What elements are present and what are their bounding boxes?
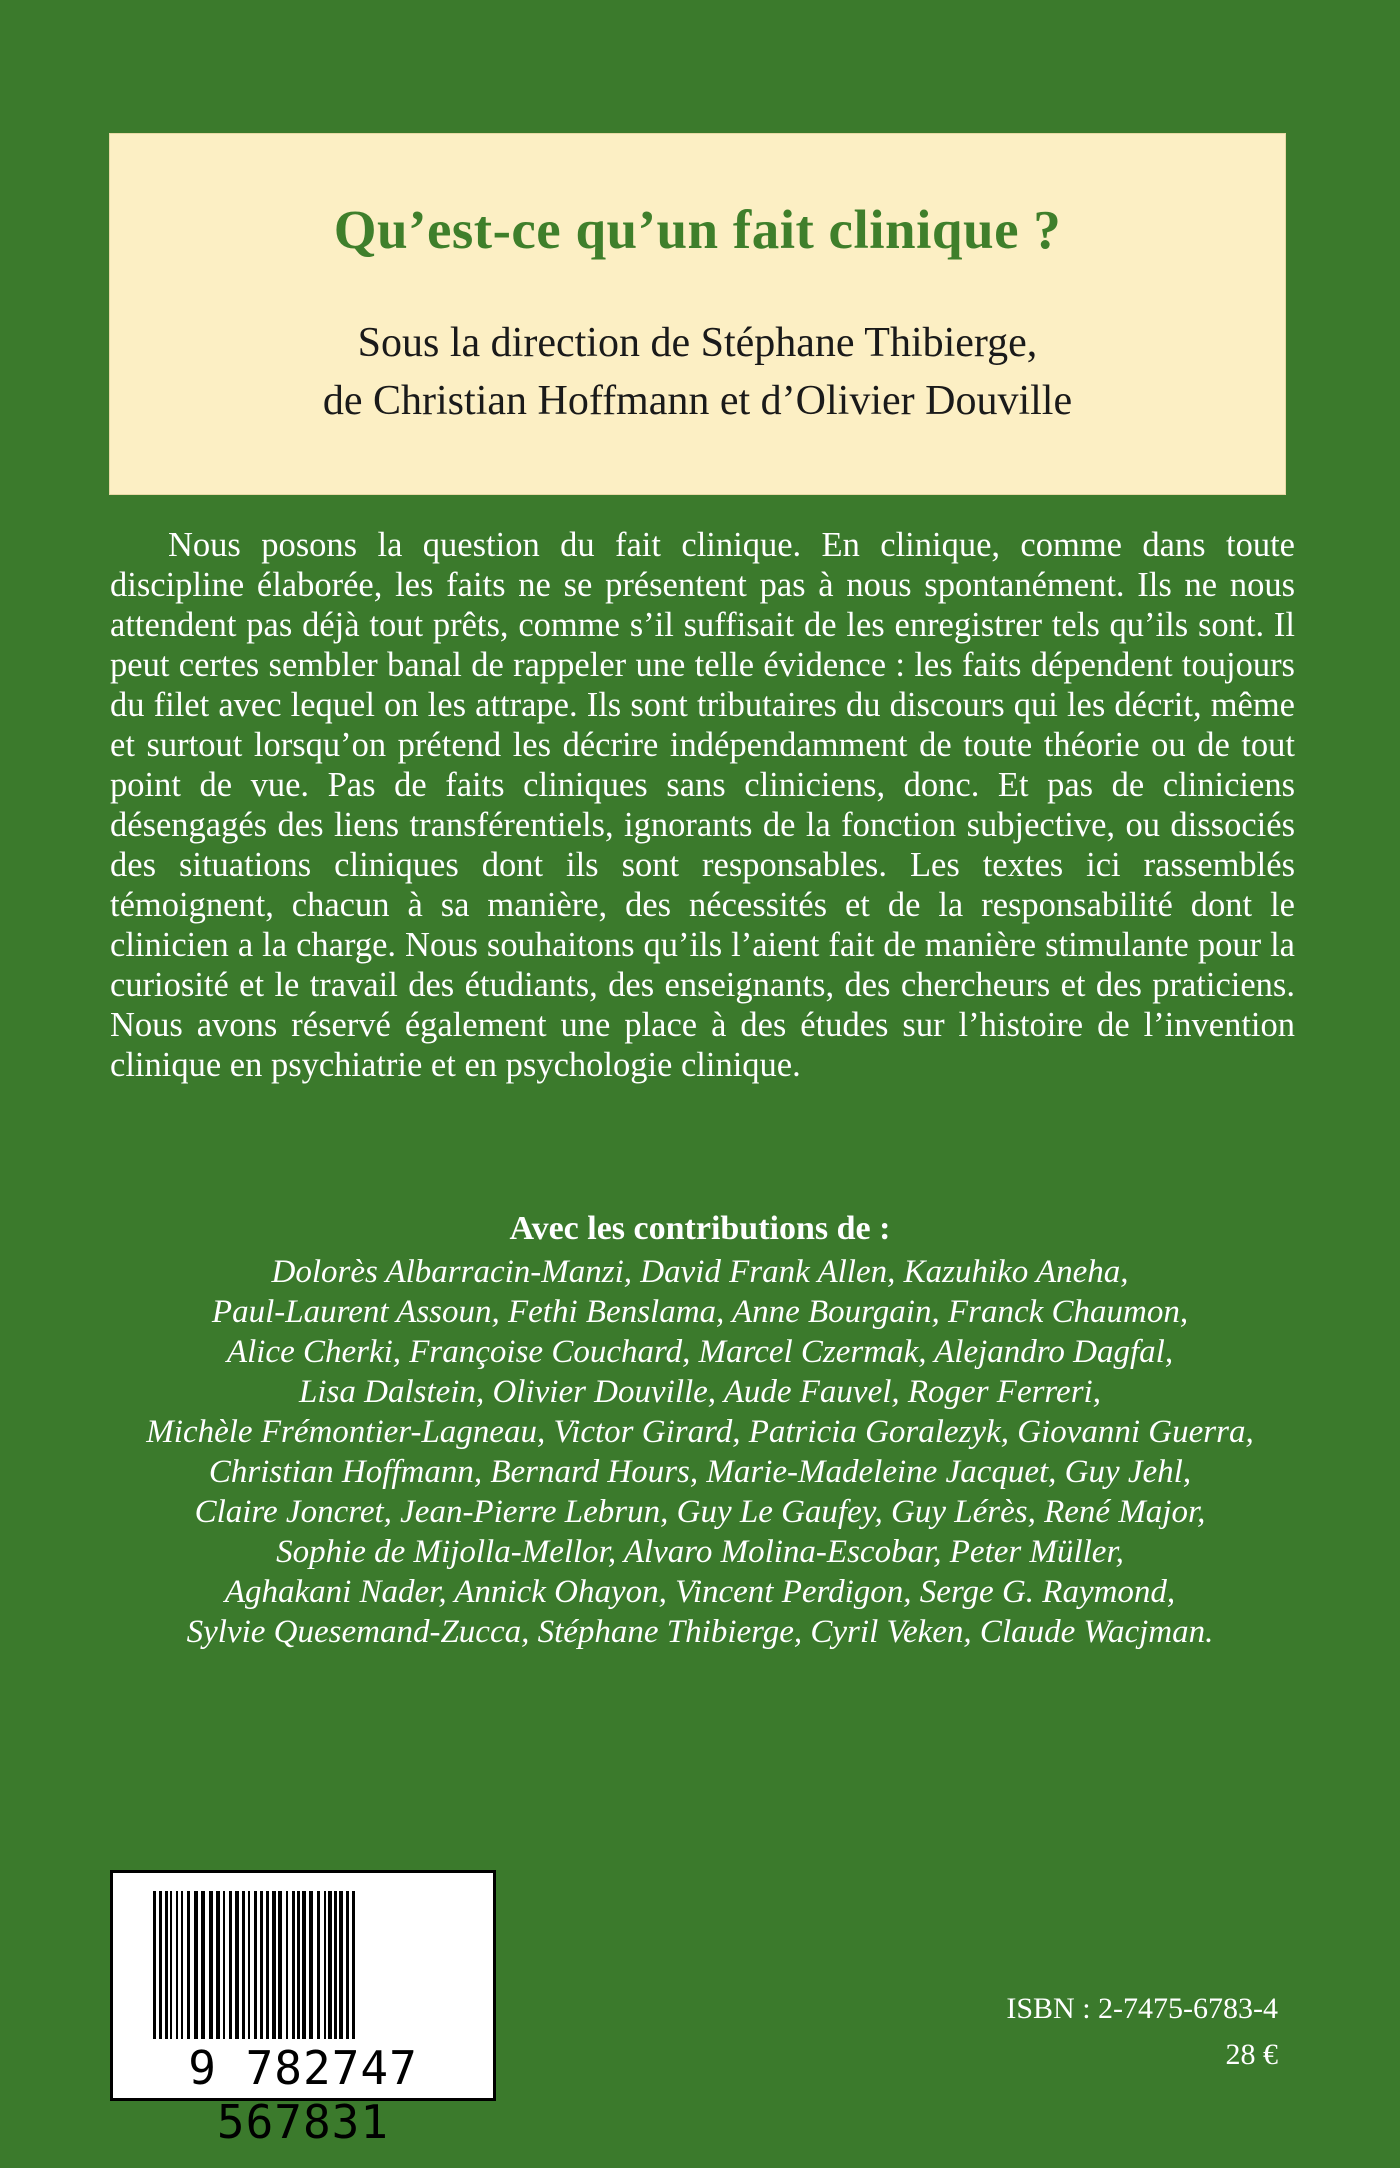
book-title: Qu’est-ce qu’un fait clinique ? xyxy=(333,199,1062,260)
barcode-bar xyxy=(242,1891,245,2039)
barcode-bar xyxy=(346,1891,349,2039)
barcode-bar xyxy=(309,1891,313,2039)
contributors-line: Aghakani Nader, Annick Ohayon, Vincent Perdigon, Serge G. Raymond, xyxy=(224,1574,1176,1610)
contributors-line: Dolorès Albarracin-Manzi, David Frank Allen, Kazuhiko Aneha, xyxy=(271,1254,1129,1290)
editors-line: de Christian Hoffmann et d’Olivier Douville xyxy=(322,378,1073,424)
title-box xyxy=(110,134,1285,494)
barcode-bar xyxy=(153,1891,156,2039)
barcode-bar xyxy=(302,1891,306,2039)
barcode-bar xyxy=(286,1891,288,2039)
barcode-bar xyxy=(334,1891,337,2039)
barcode-bar xyxy=(201,1891,205,2039)
barcode-bar xyxy=(352,1891,355,2039)
isbn: ISBN : 2-7475-6783-4 xyxy=(1006,1992,1278,2025)
barcode-bar xyxy=(324,1891,326,2039)
contributors-list xyxy=(100,1252,1300,1652)
price: 28 € xyxy=(1225,2038,1278,2071)
contributors-line: Alice Cherki, Françoise Couchard, Marcel Czermak, Alejandro Dagfal, xyxy=(226,1334,1174,1370)
barcode-bar xyxy=(187,1891,190,2039)
barcode-bar xyxy=(248,1891,250,2039)
contributors-line: Sylvie Quesemand-Zucca, Stéphane Thibierge, Cyril Veken, Claude Wacjman. xyxy=(186,1614,1214,1650)
barcode-bar xyxy=(317,1891,320,2039)
barcode-bar xyxy=(216,1891,220,2039)
barcode-bar xyxy=(254,1891,257,2039)
barcode-bar xyxy=(229,1891,232,2039)
barcode-bar xyxy=(209,1891,213,2039)
contributors-line: Claire Joncret, Jean-Pierre Lebrun, Guy Le Gaufey, Guy Lérès, René Major, xyxy=(194,1494,1206,1530)
barcode-bar xyxy=(165,1891,168,2039)
barcode-bar xyxy=(266,1891,269,2039)
barcode-bar xyxy=(292,1891,295,2039)
barcode-bar xyxy=(159,1891,162,2039)
barcode-bar xyxy=(170,1891,172,2039)
barcode-bar xyxy=(235,1891,239,2039)
barcode-bar xyxy=(272,1891,276,2039)
contributors-line: Lisa Dalstein, Olivier Douville, Aude Fauvel, Roger Ferreri, xyxy=(299,1374,1101,1410)
editors-line: Sous la direction de Stéphane Thibierge, xyxy=(357,320,1038,366)
contributors-line: Christian Hoffmann, Bernard Hours, Marie-Madeleine Jacquet, Guy Jehl, xyxy=(208,1454,1192,1490)
barcode-bar xyxy=(181,1891,183,2039)
contributors-line: Michèle Frémontier-Lagneau, Victor Girard, Patricia Goralezyk, Giovanni Guerra, xyxy=(146,1414,1254,1450)
barcode-bar xyxy=(339,1891,343,2039)
barcode-bar xyxy=(223,1891,225,2039)
barcode-bar xyxy=(176,1891,178,2039)
barcode-bar xyxy=(297,1891,300,2039)
barcode-bar xyxy=(278,1891,282,2039)
editors xyxy=(110,314,1285,430)
barcode-bar xyxy=(260,1891,263,2039)
contributions-heading: Avec les contributions de : xyxy=(509,1210,891,1247)
barcode-digits: 9 782747 567831 xyxy=(188,2041,418,2149)
contributors-line: Sophie de Mijolla-Mellor, Alvaro Molina-Escobar, Peter Müller, xyxy=(276,1534,1124,1570)
barcode xyxy=(110,1870,496,2149)
barcode-bar xyxy=(328,1891,332,2039)
blurb-paragraph: Nous posons la question du fait clinique. En clinique, comme dans toute discipline élaborée, les faits ne se présentent pas à nous spontanément. Ils ne nous attendent pas déjà tout prêts, comme s’il suffisait de les enregistrer tels qu’ils sont. Il peut certes sembler banal de rappeler une telle évidence : les faits dépendent toujours du filet avec lequel on les attrape. Ils sont tributaires du discours qui les décrit, même et surtout lorsqu’on prétend les décrire indépendamment de toute théorie ou de tout point de vue. Pas de faits cliniques sans cliniciens, donc. Et pas de cliniciens désengagés des liens transférentiels, ignorants de la fonction subjective, ou dissociés des situations cliniques dont ils sont responsables. Les textes ici rassemblés témoignent, chacun à sa manière, des nécessités et de la responsabilité dont le clinicien a la charge. Nous souhaitons qu’ils l’aient fait de manière stimulante pour la curiosité et le travail des étudiants, des enseignants, des chercheurs et des praticiens. Nous avons réservé également une place à des études sur l’histoire de l’invention clinique en psychiatrie et en psychologie clinique. xyxy=(110,526,1295,1084)
contributors-line: Paul-Laurent Assoun, Fethi Benslama, Anne Bourgain, Franck Chaumon, xyxy=(211,1294,1189,1330)
barcode-bar xyxy=(194,1891,198,2039)
